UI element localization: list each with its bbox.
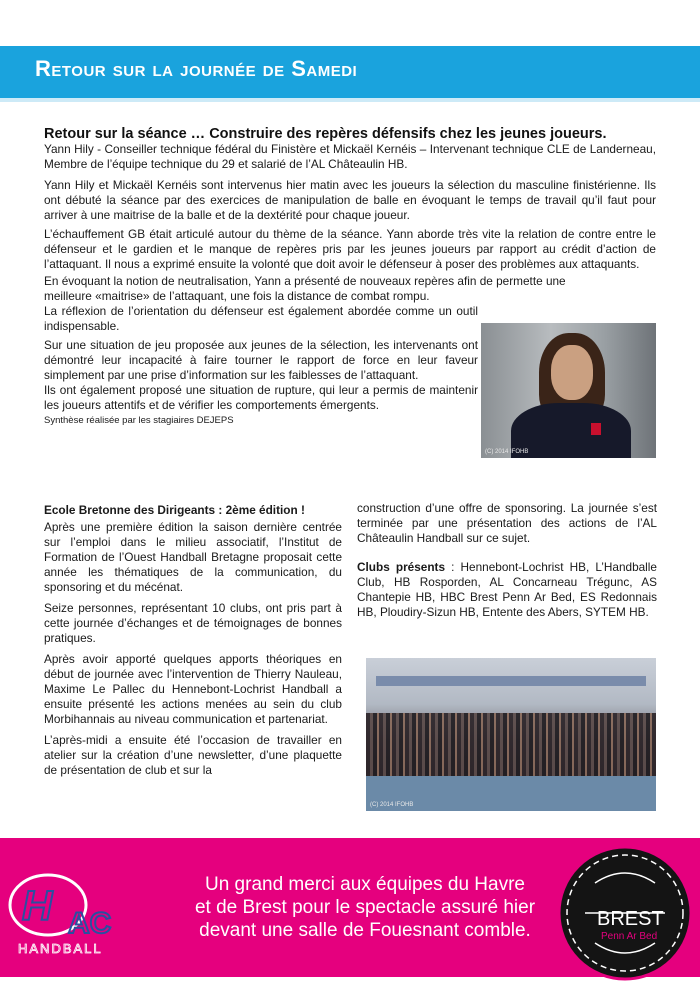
article-intro: Yann Hily - Conseiller technique fédéral du Finistère et Mickaël Kernéis – Intervenant technique CLE de Landerneau, Membre de l’équipe technique du 29 et salarié de l’AL Châteaulin HB.	[44, 142, 656, 171]
article-paragraph: L’échauffement GB était articulé autour du thème de la séance. Yann aborde très vite la relation de contre entre le défenseur et le gardien et le manque de repères pris par les jeunes joueurs par rapport au crédit d’action de l’attaquant. Il nous a exprimé ensuite la volonté que doit avoir le défenseur à poser des problèmes aux attaquants.	[44, 227, 656, 271]
photo-credit: (C) 2014 IFOHB	[485, 449, 529, 455]
photo-detail	[591, 423, 601, 435]
header-banner	[0, 46, 700, 102]
svg-text:H: H	[22, 882, 53, 929]
article-paragraph: La réflexion de l’orientation du défenseur est également abordée comme un outil indispensable.	[44, 304, 478, 333]
article-paragraph: Seize personnes, représentant 10 clubs, ont pris part à cette journée d’échanges et de témoignages de bonnes pratiques.	[44, 601, 342, 645]
hac-logo	[8, 865, 163, 965]
svg-text:Penn Ar Bed: Penn Ar Bed	[601, 931, 658, 942]
audience-photo	[366, 658, 656, 811]
coach-photo	[481, 323, 656, 458]
clubs-label: Clubs présents	[357, 560, 446, 574]
thanks-line: Un grand merci aux équipes du Havre	[204, 874, 525, 895]
photo-credit: (C) 2014 IFOHB	[370, 802, 414, 808]
clubs-list: : Hennebont-Lochrist HB, L’Handballe Club, HB Rosporden, AL Concarneau Trégunc, AS Chantepie HB, HBC Brest Penn Ar Bed, ES Redonnais HB, Ploudiry-Sizun HB, Entente des Abers, SYTEM HB.	[357, 560, 657, 619]
svg-text:BREST: BREST	[597, 908, 664, 930]
article-ecole-left	[44, 503, 342, 784]
page-title: Retour sur la journée de Samedi	[35, 56, 358, 81]
article-paragraph: Ils ont également proposé une situation de rupture, qui leur a permis de maintenir les joueurs attentifs et de vérifier les comportements émergents.	[44, 383, 478, 412]
article-heading: Ecole Bretonne des Dirigeants : 2ème édition !	[44, 503, 305, 517]
article-ecole-right	[357, 501, 657, 626]
photo-detail	[366, 713, 656, 783]
photo-detail	[551, 345, 593, 400]
article-paragraph: Sur une situation de jeu proposée aux jeunes de la sélection, les intervenants ont démontré leur incapacité à faire tourner le rapport de force en leur faveur simplement par une prise d’information sur les faiblesses de l’attaquant.	[44, 338, 478, 382]
thanks-message	[160, 873, 570, 942]
brest-logo	[555, 843, 695, 983]
photo-detail	[376, 676, 646, 686]
svg-text:HANDBALL: HANDBALL	[18, 941, 103, 956]
article-credit: Synthèse réalisée par les stagiaires DEJEPS	[44, 415, 234, 426]
article-paragraph: Après avoir apporté quelques apports théoriques en début de journée avec l’intervention de Thierry Nauleau, Maxime Le Pallec du Hennebont-Lochrist Handball a ensuite présenté les actions menées au sein du club Morbihannais au niveau communication et partenariat.	[44, 652, 342, 726]
article-paragraph: construction d’une offre de sponsoring. La journée s’est terminée par une présentation des actions de l’AL Châteaulin Handball sur ce sujet.	[357, 501, 657, 545]
article-heading: Retour sur la séance … Construire des repères défensifs chez les jeunes joueurs.	[44, 126, 607, 142]
svg-text:AC: AC	[68, 907, 112, 940]
thanks-line: devant une salle de Fouesnant comble.	[199, 920, 531, 941]
article-paragraph: Après une première édition la saison dernière centrée sur l’emploi dans le milieu associatif, l’Institut de Formation de l’Ouest Handball Bretagne proposait cette année les thématiques de la communication, du sponsoring et du mécénat.	[44, 520, 342, 594]
article-paragraph: En évoquant la notion de neutralisation, Yann a présenté de nouveaux repères afin de permette une	[44, 274, 566, 288]
article-paragraph: Yann Hily et Mickaël Kernéis sont intervenus hier matin avec les joueurs la sélection du masculine finistérienne. Ils ont débuté la séance par des exercices de manipulation de balle en évoquant le temps de travail qu’il faut pour arriver à une maitrise de la balle et de la dextérité pour chaque joueur.	[44, 178, 656, 222]
thanks-line: et de Brest pour le spectacle assuré hier	[194, 897, 536, 918]
photo-detail	[511, 403, 631, 458]
article-paragraph: meilleure «maitrise» de l’attaquant, une fois la distance de combat rompu.	[44, 289, 430, 303]
clubs-paragraph	[357, 560, 657, 620]
article-paragraph: L’après-midi a ensuite été l’occasion de travailler en atelier sur la création d’une newsletter, d’une plaquette de présentation de club et sur la	[44, 733, 342, 777]
thanks-footer	[0, 823, 700, 989]
